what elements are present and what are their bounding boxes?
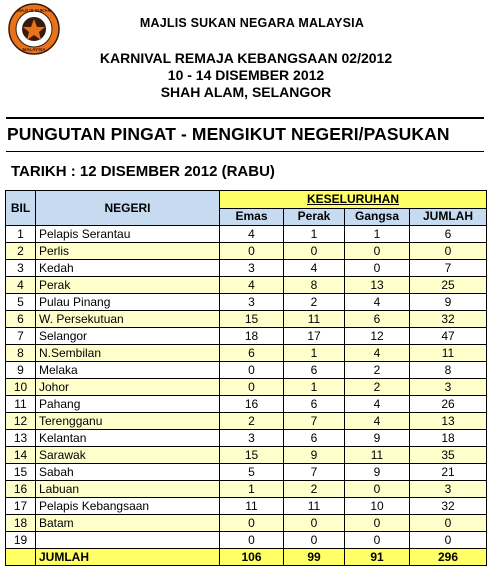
row-jumlah: 3	[410, 379, 487, 396]
row-jumlah: 13	[410, 413, 487, 430]
table-row	[6, 532, 487, 549]
row-negeri: Perak	[36, 277, 220, 294]
row-gangsa: 4	[345, 413, 410, 430]
total-gangsa: 91	[345, 549, 410, 566]
row-negeri: Sabah	[36, 464, 220, 481]
row-bil: 12	[6, 413, 36, 430]
row-perak: 6	[284, 362, 345, 379]
row-bil: 17	[6, 498, 36, 515]
table-row	[6, 396, 487, 413]
row-bil: 19	[6, 532, 36, 549]
column-header-perak: Perak	[284, 208, 345, 226]
row-negeri: Johor	[36, 379, 220, 396]
row-emas: 4	[220, 277, 284, 294]
total-emas: 106	[220, 549, 284, 566]
row-jumlah: 0	[410, 532, 487, 549]
row-jumlah: 35	[410, 447, 487, 464]
row-perak: 0	[284, 243, 345, 260]
row-jumlah: 21	[410, 464, 487, 481]
row-bil: 6	[6, 311, 36, 328]
table-row	[6, 277, 487, 294]
row-perak: 9	[284, 447, 345, 464]
row-emas: 0	[220, 379, 284, 396]
row-gangsa: 11	[345, 447, 410, 464]
row-negeri: W. Persekutuan	[36, 311, 220, 328]
row-negeri: Perlis	[36, 243, 220, 260]
row-emas: 6	[220, 345, 284, 362]
row-negeri: N.Sembilan	[36, 345, 220, 362]
row-negeri: Pelapis Serantau	[36, 226, 220, 243]
row-perak: 1	[284, 226, 345, 243]
divider	[6, 151, 484, 152]
row-bil: 2	[6, 243, 36, 260]
row-emas: 15	[220, 447, 284, 464]
row-perak: 0	[284, 515, 345, 532]
row-emas: 0	[220, 362, 284, 379]
column-group-keseluruhan: KESELURUHAN	[220, 191, 487, 209]
svg-text:MAJLIS SUKAN: MAJLIS SUKAN	[17, 8, 51, 13]
row-perak: 6	[284, 396, 345, 413]
row-jumlah: 25	[410, 277, 487, 294]
row-perak: 11	[284, 498, 345, 515]
row-perak: 2	[284, 481, 345, 498]
row-emas: 4	[220, 226, 284, 243]
row-perak: 0	[284, 532, 345, 549]
row-jumlah: 8	[410, 362, 487, 379]
column-header-emas: Emas	[220, 208, 284, 226]
row-gangsa: 0	[345, 481, 410, 498]
row-emas: 1	[220, 481, 284, 498]
table-row	[6, 430, 487, 447]
row-jumlah: 47	[410, 328, 487, 345]
table-row	[6, 311, 487, 328]
table-row	[6, 328, 487, 345]
report-title: PUNGUTAN PINGAT - MENGIKUT NEGERI/PASUKAN	[7, 124, 450, 144]
row-gangsa: 9	[345, 430, 410, 447]
row-gangsa: 4	[345, 294, 410, 311]
row-emas: 5	[220, 464, 284, 481]
table-row	[6, 362, 487, 379]
table-row	[6, 379, 487, 396]
row-gangsa: 1	[345, 226, 410, 243]
total-label: JUMLAH	[36, 549, 220, 566]
divider	[6, 117, 484, 119]
row-emas: 0	[220, 243, 284, 260]
total-bil	[6, 549, 36, 566]
row-perak: 7	[284, 413, 345, 430]
table-row	[6, 481, 487, 498]
column-header-negeri: NEGERI	[36, 191, 220, 226]
row-gangsa: 2	[345, 379, 410, 396]
table-row	[6, 447, 487, 464]
table-row	[6, 464, 487, 481]
row-gangsa: 0	[345, 260, 410, 277]
row-emas: 2	[220, 413, 284, 430]
row-negeri: Selangor	[36, 328, 220, 345]
row-gangsa: 4	[345, 345, 410, 362]
column-header-jumlah: JUMLAH	[410, 208, 487, 226]
row-emas: 11	[220, 498, 284, 515]
row-emas: 3	[220, 260, 284, 277]
report-date: TARIKH : 12 DISEMBER 2012 (RABU)	[11, 163, 275, 180]
row-gangsa: 0	[345, 243, 410, 260]
row-bil: 18	[6, 515, 36, 532]
total-jumlah: 296	[410, 549, 487, 566]
row-emas: 18	[220, 328, 284, 345]
row-perak: 6	[284, 430, 345, 447]
row-jumlah: 9	[410, 294, 487, 311]
row-bil: 9	[6, 362, 36, 379]
row-jumlah: 3	[410, 481, 487, 498]
medal-table-body	[6, 226, 487, 549]
row-jumlah: 32	[410, 498, 487, 515]
row-emas: 16	[220, 396, 284, 413]
row-perak: 8	[284, 277, 345, 294]
table-row	[6, 294, 487, 311]
row-emas: 3	[220, 430, 284, 447]
row-bil: 1	[6, 226, 36, 243]
row-emas: 3	[220, 294, 284, 311]
event-dates: 10 - 14 DISEMBER 2012	[167, 67, 325, 83]
row-bil: 4	[6, 277, 36, 294]
row-negeri: Pulau Pinang	[36, 294, 220, 311]
row-jumlah: 7	[410, 260, 487, 277]
row-bil: 5	[6, 294, 36, 311]
table-row	[6, 413, 487, 430]
event-venue: SHAH ALAM, SELANGOR	[160, 84, 332, 100]
row-gangsa: 12	[345, 328, 410, 345]
row-negeri: Kelantan	[36, 430, 220, 447]
row-negeri: Labuan	[36, 481, 220, 498]
row-perak: 1	[284, 345, 345, 362]
row-negeri: Sarawak	[36, 447, 220, 464]
table-row	[6, 243, 487, 260]
row-gangsa: 0	[345, 532, 410, 549]
row-negeri: Batam	[36, 515, 220, 532]
row-bil: 16	[6, 481, 36, 498]
organization-name: MAJLIS SUKAN NEGARA MALAYSIA	[139, 16, 365, 30]
row-jumlah: 32	[410, 311, 487, 328]
row-bil: 13	[6, 430, 36, 447]
total-perak: 99	[284, 549, 345, 566]
row-negeri	[36, 532, 220, 549]
row-gangsa: 2	[345, 362, 410, 379]
row-gangsa: 9	[345, 464, 410, 481]
row-jumlah: 26	[410, 396, 487, 413]
row-jumlah: 0	[410, 515, 487, 532]
row-emas: 15	[220, 311, 284, 328]
row-perak: 11	[284, 311, 345, 328]
row-bil: 7	[6, 328, 36, 345]
row-gangsa: 0	[345, 515, 410, 532]
row-gangsa: 4	[345, 396, 410, 413]
row-gangsa: 13	[345, 277, 410, 294]
row-emas: 0	[220, 532, 284, 549]
row-jumlah: 0	[410, 243, 487, 260]
column-header-gangsa: Gangsa	[345, 208, 410, 226]
event-title: KARNIVAL REMAJA KEBANGSAAN 02/2012	[99, 50, 393, 66]
row-perak: 2	[284, 294, 345, 311]
row-negeri: Pahang	[36, 396, 220, 413]
row-emas: 0	[220, 515, 284, 532]
column-header-bil: BIL	[6, 191, 36, 226]
row-perak: 1	[284, 379, 345, 396]
row-negeri: Kedah	[36, 260, 220, 277]
row-perak: 7	[284, 464, 345, 481]
row-gangsa: 10	[345, 498, 410, 515]
row-bil: 3	[6, 260, 36, 277]
row-negeri: Pelapis Kebangsaan	[36, 498, 220, 515]
row-perak: 17	[284, 328, 345, 345]
row-bil: 10	[6, 379, 36, 396]
table-row	[6, 345, 487, 362]
row-jumlah: 11	[410, 345, 487, 362]
table-row	[6, 260, 487, 277]
row-jumlah: 6	[410, 226, 487, 243]
row-negeri: Terengganu	[36, 413, 220, 430]
total-row	[6, 549, 487, 566]
medal-table	[5, 190, 487, 566]
table-row	[6, 226, 487, 243]
table-row	[6, 515, 487, 532]
row-bil: 14	[6, 447, 36, 464]
svg-text:MALAYSIA: MALAYSIA	[22, 47, 46, 52]
row-bil: 15	[6, 464, 36, 481]
row-bil: 11	[6, 396, 36, 413]
table-row	[6, 498, 487, 515]
row-perak: 4	[284, 260, 345, 277]
row-negeri: Melaka	[36, 362, 220, 379]
row-bil: 8	[6, 345, 36, 362]
row-jumlah: 18	[410, 430, 487, 447]
row-gangsa: 6	[345, 311, 410, 328]
